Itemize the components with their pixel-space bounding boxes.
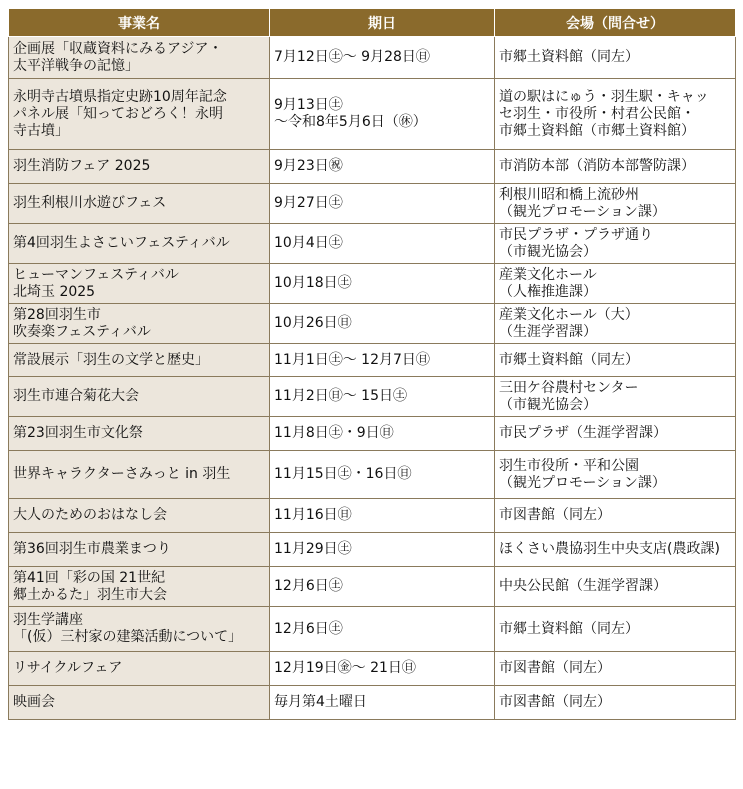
table-row — [9, 79, 736, 150]
date-cell: 10月4日㊏ — [270, 224, 495, 264]
table-row — [9, 451, 736, 499]
event-name-cell: 映画会 — [9, 686, 270, 720]
header-row — [9, 9, 736, 37]
table-row — [9, 377, 736, 417]
event-name-cell: 世界キャラクターさみっと in 羽生 — [9, 451, 270, 499]
date-cell: 11月2日㊐～ 15日㊏ — [270, 377, 495, 417]
events-table — [8, 8, 736, 720]
date-cell: 9月23日㊗ — [270, 150, 495, 184]
date-cell: 11月1日㊏～ 12月7日㊐ — [270, 344, 495, 377]
date-cell: 10月26日㊐ — [270, 304, 495, 344]
table-row — [9, 607, 736, 652]
venue-cell: 産業文化ホール （人権推進課） — [495, 264, 736, 304]
venue-cell: 市郷土資料館（同左） — [495, 37, 736, 79]
event-name-cell: 第4回羽生よさこいフェスティバル — [9, 224, 270, 264]
table-row — [9, 417, 736, 451]
event-name-cell: 常設展示「羽生の文学と歴史」 — [9, 344, 270, 377]
venue-cell: 産業文化ホール（大） （生涯学習課） — [495, 304, 736, 344]
venue-cell: ほくさい農協羽生中央支店(農政課) — [495, 533, 736, 567]
table-row — [9, 652, 736, 686]
table-row — [9, 567, 736, 607]
date-cell: 12月19日㊎～ 21日㊐ — [270, 652, 495, 686]
date-cell: 9月27日㊏ — [270, 184, 495, 224]
table-row — [9, 264, 736, 304]
table-row — [9, 686, 736, 720]
venue-cell: 道の駅はにゅう・羽生駅・キャッ セ羽生・市役所・村君公民館・ 市郷土資料館（市郷土資料館） — [495, 79, 736, 150]
event-name-cell: 企画展「収蔵資料にみるアジア・ 太平洋戦争の記憶」 — [9, 37, 270, 79]
header-venue: 会場（問合せ） — [495, 9, 736, 37]
event-name-cell: 永明寺古墳県指定史跡10周年記念 パネル展「知っておどろく！永明 寺古墳」 — [9, 79, 270, 150]
venue-cell: 市民プラザ・プラザ通り （市観光協会） — [495, 224, 736, 264]
table-row — [9, 37, 736, 79]
venue-cell: 市図書館（同左） — [495, 499, 736, 533]
event-name-cell: ヒューマンフェスティバル 北埼玉 2025 — [9, 264, 270, 304]
event-name-cell: 大人のためのおはなし会 — [9, 499, 270, 533]
header-event-name: 事業名 — [9, 9, 270, 37]
event-name-cell: 第36回羽生市農業まつり — [9, 533, 270, 567]
venue-cell: 市図書館（同左） — [495, 686, 736, 720]
table-row — [9, 304, 736, 344]
date-cell: 10月18日㊏ — [270, 264, 495, 304]
date-cell: 7月12日㊏～ 9月28日㊐ — [270, 37, 495, 79]
venue-cell: 市郷土資料館（同左） — [495, 607, 736, 652]
date-cell: 12月6日㊏ — [270, 567, 495, 607]
table-row — [9, 150, 736, 184]
venue-cell: 中央公民館（生涯学習課） — [495, 567, 736, 607]
table-row — [9, 499, 736, 533]
venue-cell: 市消防本部（消防本部警防課） — [495, 150, 736, 184]
date-cell: 11月16日㊐ — [270, 499, 495, 533]
event-name-cell: 羽生市連合菊花大会 — [9, 377, 270, 417]
venue-cell: 市図書館（同左） — [495, 652, 736, 686]
venue-cell: 三田ケ谷農村センター （市観光協会） — [495, 377, 736, 417]
event-name-cell: 第23回羽生市文化祭 — [9, 417, 270, 451]
header-date: 期日 — [270, 9, 495, 37]
event-name-cell: 羽生消防フェア 2025 — [9, 150, 270, 184]
event-name-cell: リサイクルフェア — [9, 652, 270, 686]
venue-cell: 羽生市役所・平和公園 （観光プロモーション課） — [495, 451, 736, 499]
venue-cell: 利根川昭和橋上流砂州 （観光プロモーション課） — [495, 184, 736, 224]
venue-cell: 市郷土資料館（同左） — [495, 344, 736, 377]
date-cell: 11月8日㊏・9日㊐ — [270, 417, 495, 451]
event-name-cell: 羽生学講座 「(仮）三村家の建築活動について」 — [9, 607, 270, 652]
venue-cell: 市民プラザ（生涯学習課） — [495, 417, 736, 451]
date-cell: 11月29日㊏ — [270, 533, 495, 567]
date-cell: 毎月第4土曜日 — [270, 686, 495, 720]
date-cell: 11月15日㊏・16日㊐ — [270, 451, 495, 499]
event-name-cell: 羽生利根川水遊びフェス — [9, 184, 270, 224]
table-row — [9, 344, 736, 377]
table-row — [9, 224, 736, 264]
table-row — [9, 533, 736, 567]
table-row — [9, 184, 736, 224]
date-cell: 12月6日㊏ — [270, 607, 495, 652]
event-name-cell: 第28回羽生市 吹奏楽フェスティバル — [9, 304, 270, 344]
date-cell: 9月13日㊏ ～令和8年5月6日（㊡） — [270, 79, 495, 150]
event-name-cell: 第41回「彩の国 21世紀 郷土かるた」羽生市大会 — [9, 567, 270, 607]
